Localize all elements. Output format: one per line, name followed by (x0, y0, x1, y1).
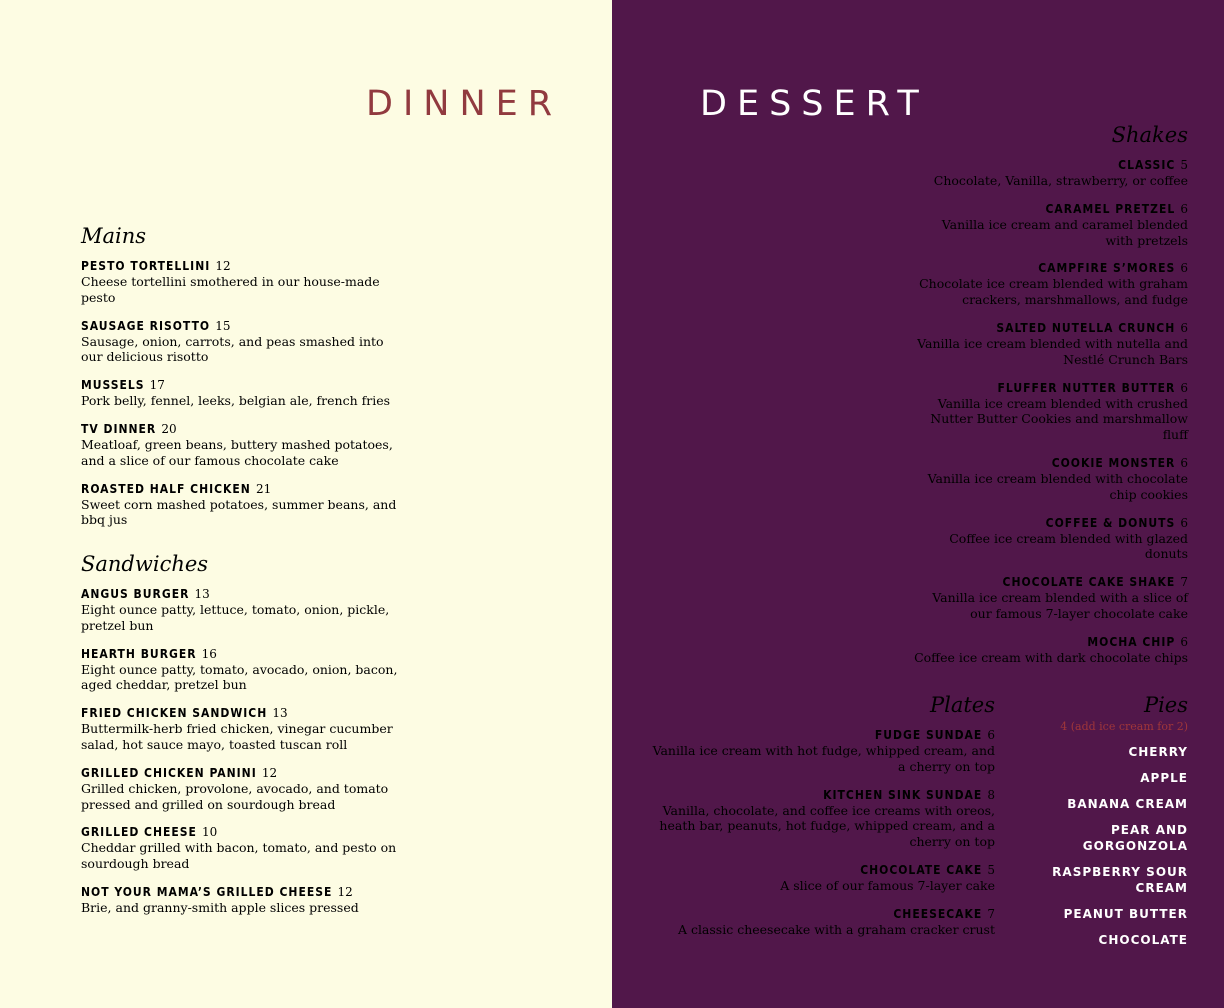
item-description: Meatloaf, green beans, buttery mashed potatoes, and a slice of our famous chocolate cake (81, 436, 393, 468)
item-name: SALTED NUTELLA CRUNCH (996, 320, 1176, 335)
menu-item (912, 317, 1188, 368)
item-description: Vanilla ice cream and caramel blended with pretzels (941, 216, 1188, 248)
item-price: 12 (261, 765, 278, 780)
item-description: Eight ounce patty, lettuce, tomato, onion, pickle, pretzel bun (81, 602, 390, 633)
item-description: Vanilla ice cream blended with crushed Nutter Butter Cookies and marshmallow fluff (930, 395, 1188, 443)
item-price: 6 (1180, 261, 1188, 276)
item-price: 16 (201, 646, 217, 661)
item-description: Buttermilk-herb fried chicken, vinegar cucumber salad, hot sauce mayo, toasted tuscan roll (81, 721, 393, 752)
item-description: Grilled chicken, provolone, avocado, and tomato pressed and grilled on sourdough bread (81, 780, 389, 812)
pies-price-note: 4 (add ice cream for 2) (1060, 720, 1188, 733)
item-price: 10 (202, 825, 218, 840)
item-name: COFFEE & DONUTS (1045, 515, 1176, 530)
shakes-section (912, 121, 1188, 675)
item-price: 6 (1180, 380, 1188, 395)
menu-item (912, 377, 1188, 443)
menu-item (912, 512, 1188, 563)
item-name: KITCHEN SINK SUNDAE (823, 787, 983, 802)
menu-item (81, 418, 406, 469)
item-description: Cheese tortellini smothered in our house-made pesto (81, 274, 380, 305)
item-price: 8 (987, 787, 995, 802)
plates-title: Plates (929, 693, 995, 717)
item-price: 12 (337, 884, 353, 899)
item-description: Vanilla, chocolate, and coffee ice creams with oreos, heath bar, peanuts, hot fudge, whipped cream, and a cherry on top (659, 802, 995, 850)
item-description: Coffee ice cream with dark chocolate chips (914, 649, 1188, 665)
menu-item (81, 255, 406, 306)
menu-item (912, 631, 1188, 666)
item-name: ROASTED HALF CHICKEN (81, 481, 251, 496)
pie-item: PEAR AND GORGONZOLA (1082, 823, 1188, 853)
item-name: FRIED CHICKEN SANDWICH (81, 706, 268, 721)
item-description: Sausage, onion, carrots, and peas smashed into our delicious risotto (81, 333, 384, 365)
item-price: 17 (149, 378, 165, 393)
menu-item (81, 478, 406, 529)
shakes-title: Shakes (1111, 123, 1188, 147)
item-price: 6 (1180, 455, 1188, 470)
item-price: 5 (987, 862, 995, 877)
item-price: 6 (1180, 634, 1188, 649)
item-price: 6 (1180, 320, 1188, 335)
item-description: Cheddar grilled with bacon, tomato, and pesto on sourdough bread (81, 840, 397, 872)
menu-item (81, 583, 406, 634)
item-name: CARAMEL PRETZEL (1045, 201, 1176, 216)
item-name: SAUSAGE RISOTTO (81, 318, 211, 333)
pies-title: Pies (1143, 693, 1188, 717)
item-description: Pork belly, fennel, leeks, belgian ale, french fries (81, 393, 391, 409)
item-name: HEARTH BURGER (81, 646, 197, 661)
item-name: MOCHA CHIP (1087, 634, 1176, 649)
item-price: 20 (161, 421, 177, 436)
menu-item (81, 881, 406, 916)
item-description: Coffee ice cream blended with glazed donuts (949, 530, 1188, 562)
item-description: Eight ounce patty, tomato, avocado, onion, bacon, aged cheddar, pretzel bun (81, 661, 398, 693)
item-description: Sweet corn mashed potatoes, summer beans, and bbq jus (81, 496, 397, 528)
pie-item: CHERRY (1128, 745, 1188, 759)
item-name: FUDGE SUNDAE (874, 728, 983, 742)
item-description: Vanilla ice cream blended with chocolate chip cookies (927, 470, 1188, 502)
item-name: GRILLED CHICKEN PANINI (81, 765, 257, 780)
item-price: 6 (1180, 515, 1188, 530)
item-description: Vanilla ice cream with hot fudge, whipped cream, and a cherry on top (652, 743, 995, 774)
pies-section (1010, 691, 1188, 958)
item-price: 21 (255, 481, 272, 496)
item-name: CHOCOLATE CAKE (860, 862, 983, 877)
item-description: Brie, and granny-smith apple slices pressed (81, 899, 359, 915)
pie-item: APPLE (1140, 771, 1188, 785)
item-name: GRILLED CHEESE (81, 825, 197, 840)
item-price: 12 (215, 259, 231, 273)
menu-item (912, 154, 1188, 189)
dinner-title: DINNER (366, 84, 563, 124)
item-description: Vanilla ice cream blended with a slice of our famous 7-layer chocolate cake (932, 590, 1188, 621)
dessert-title: DESSERT (700, 84, 929, 124)
menu-item (650, 784, 995, 850)
pie-item: RASPBERRY SOUR CREAM (1052, 865, 1188, 895)
mains-title: Mains (81, 224, 147, 248)
item-price: 13 (194, 587, 210, 601)
menu-item (81, 374, 406, 409)
item-description: A slice of our famous 7-layer cake (780, 877, 995, 893)
pie-item: BANANA CREAM (1067, 797, 1188, 811)
item-description: Chocolate ice cream blended with graham crackers, marshmallows, and fudge (919, 276, 1188, 308)
menu-item (81, 762, 406, 813)
item-name: CHOCOLATE CAKE SHAKE (1002, 575, 1176, 590)
item-description: Chocolate, Vanilla, strawberry, or coffee (933, 173, 1188, 188)
item-name: CAMPFIRE S’MORES (1038, 261, 1176, 276)
item-name: PESTO TORTELLINI (81, 259, 211, 273)
menu-item (650, 903, 995, 938)
menu-item (912, 571, 1188, 622)
mains-section (81, 222, 406, 537)
item-description: A classic cheesecake with a graham cracker crust (677, 921, 995, 937)
menu-item (81, 702, 406, 753)
sandwiches-section (81, 550, 406, 925)
item-description: Vanilla ice cream blended with nutella and Nestlé Crunch Bars (917, 335, 1188, 367)
item-name: COOKIE MONSTER (1051, 455, 1176, 470)
item-price: 15 (215, 318, 231, 333)
item-name: MUSSELS (81, 378, 145, 393)
item-price: 6 (987, 728, 995, 742)
pie-item: PEANUT BUTTER (1063, 907, 1188, 921)
item-name: ANGUS BURGER (81, 587, 190, 601)
item-price: 7 (987, 906, 995, 921)
item-name: NOT YOUR MAMA’S GRILLED CHEESE (81, 884, 333, 899)
menu-item (81, 821, 406, 872)
item-name: TV DINNER (81, 421, 157, 436)
menu-item (81, 643, 406, 694)
item-price: 6 (1180, 201, 1188, 216)
item-price: 5 (1180, 158, 1188, 172)
menu-item (650, 724, 995, 775)
menu-item (912, 452, 1188, 503)
sandwiches-title: Sandwiches (81, 552, 209, 576)
item-price: 13 (272, 706, 288, 721)
item-name: CHEESECAKE (893, 906, 983, 921)
menu-item (912, 257, 1188, 308)
menu-item (81, 315, 406, 366)
item-name: CLASSIC (1118, 158, 1176, 172)
plates-section (650, 691, 995, 947)
item-name: FLUFFER NUTTER BUTTER (997, 380, 1176, 395)
menu-item (650, 859, 995, 894)
item-price: 7 (1180, 575, 1188, 590)
menu-item (912, 198, 1188, 249)
pie-item: CHOCOLATE (1098, 933, 1188, 947)
